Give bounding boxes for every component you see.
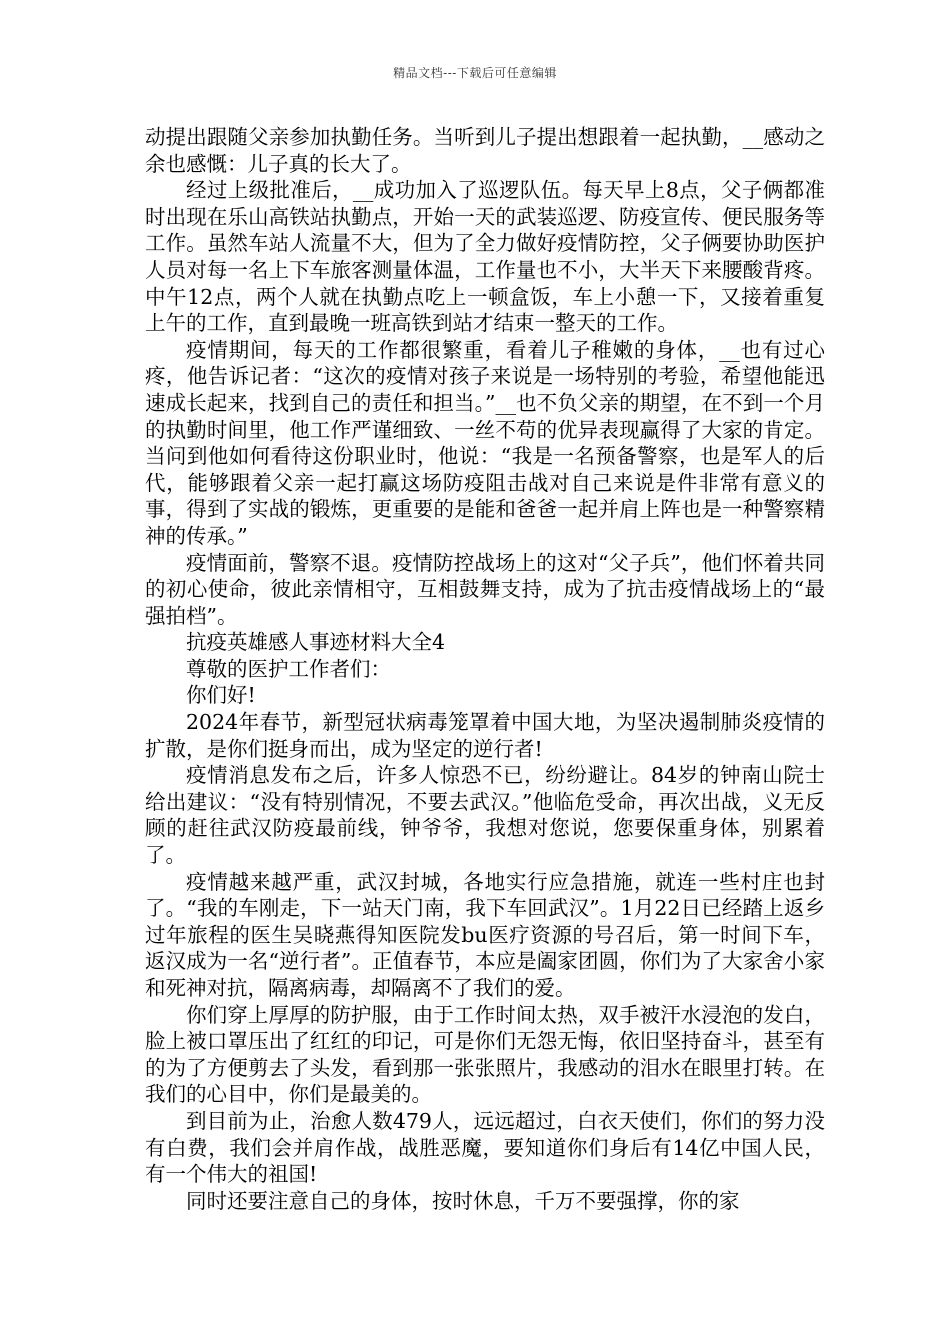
paragraph: 疫情越来越严重，武汉封城，各地实行应急措施，就连一些村庄也封了。“我的车刚走，下一站天门南，我下车回武汉”。1月22日已经踏上返乡过年旅程的医生吴晓燕得知医院发bu医疗资源的号召后，第一时间下车，返汉成为一名“逆行者”。正值春节，本应是阖家团圆，你们为了大家舍小家和死神对抗，隔离病毒，却隔离不了我们的爱。 (145, 869, 825, 1000)
salutation: 尊敬的医护工作者们： (186, 656, 391, 681)
paragraph: 动提出跟随父亲参加执勤任务。当听到儿子提出想跟着一起执勤，__感动之余也感慨：儿子真的长大了。 (145, 125, 825, 176)
page-header: 精品文档---下载后可任意编辑 (393, 66, 557, 80)
paragraph: 你们穿上厚厚的防护服，由于工作时间太热，双手被汗水浸泡的发白，脸上被口罩压出了红红的印记，可是你们无怨无悔，依旧坚持奋斗，甚至有的为了方便剪去了头发，看到那一张张照片，我感动的泪水在眼里打转。在我们的心目中，你们是最美的。 (145, 1002, 825, 1107)
paragraph: 疫情面前，警察不退。疫情防控战场上的这对“父子兵”，他们怀着共同的初心使命，彼此亲情相守，互相鼓舞支持，成为了抗击疫情战场上的“最强拍档”。 (145, 550, 825, 628)
paragraph: 2024年春节，新型冠状病毒笼罩着中国大地，为坚决遏制肺炎疫情的扩散，是你们挺身而出，成为坚定的逆行者! (145, 710, 825, 761)
section-title: 抗疫英雄感人事迹材料大全4 (186, 630, 446, 655)
paragraph: 疫情消息发布之后，许多人惊恐不已，纷纷避让。84岁的钟南山院士给出建议：“没有特别情况，不要去武汉。”他临危受命，再次出战，义无反顾的赶往武汉防疫最前线，钟爷爷，我想对您说，您要保重身体，别累着了。 (145, 763, 825, 868)
document-body (145, 124, 825, 1214)
paragraph: 疫情期间，每天的工作都很繁重，看着儿子稚嫩的身体，__也有过心疼，他告诉记者：“这次的疫情对孩子来说是一场特别的考验，希望他能迅速成长起来，找到自己的责任和担当。”__也不负父亲的期望，在不到一个月的执勤时间里，他工作严谨细致、一丝不苟的优异表现赢得了大家的肯定。当问到他如何看待这份职业时，他说：“我是一名预备警察，也是军人的后代，能够跟着父亲一起打赢这场防疫阻击战对自己来说是件非常有意义的事，得到了实战的锻炼，更重要的是能和爸爸一起并肩上阵也是一种警察精神的传承。” (145, 337, 825, 548)
greeting: 你们好! (186, 683, 256, 708)
paragraph: 经过上级批准后，__成功加入了巡逻队伍。每天早上8点，父子俩都准时出现在乐山高铁站执勤点，开始一天的武装巡逻、防疫宣传、便民服务等工作。虽然车站人流量不大，但为了全力做好疫情防控，父子俩要协助医护人员对每一名上下车旅客测量体温，工作量也不小，大半天下来腰酸背疼。中午12点，两个人就在执勤点吃上一顿盒饭，车上小憩一下，又接着重复上午的工作，直到最晚一班高铁到站才结束一整天的工作。 (145, 178, 825, 336)
paragraph: 同时还要注意自己的身体，按时休息，千万不要强撑，你的家 (186, 1188, 740, 1213)
paragraph: 到目前为止，治愈人数479人，远远超过，白衣天使们，你们的努力没有白费，我们会并肩作战，战胜恶魔，要知道你们身后有14亿中国人民，有一个伟大的祖国! (145, 1108, 825, 1187)
